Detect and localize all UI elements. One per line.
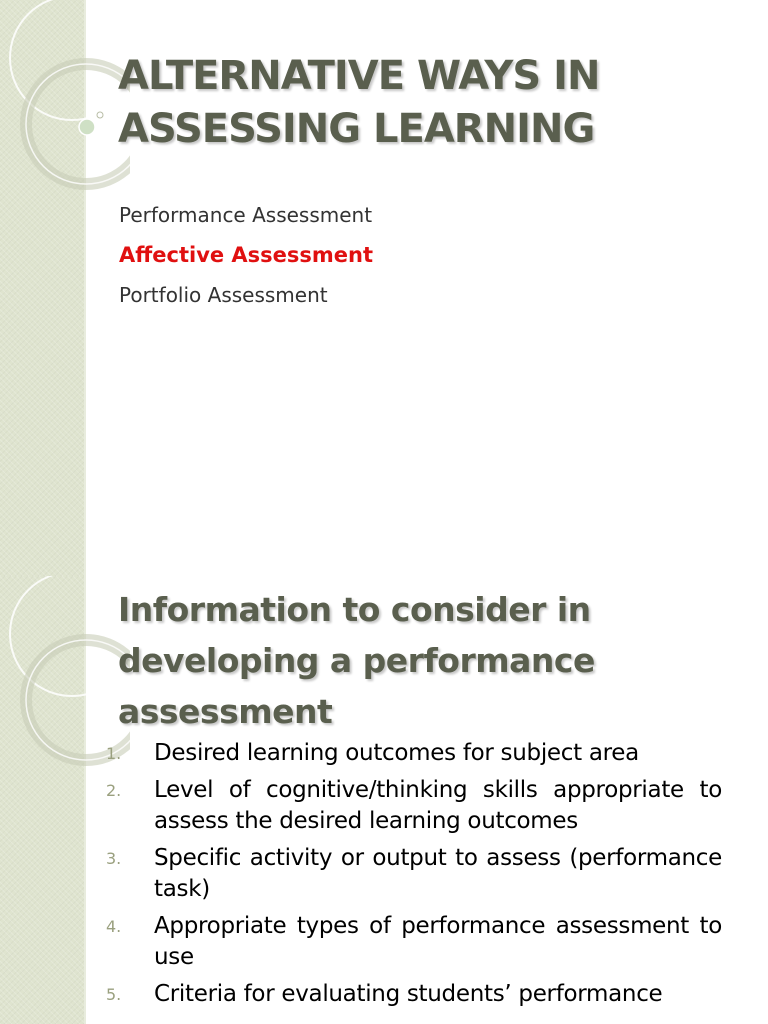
title-line: developing a performance xyxy=(118,641,595,680)
title-line: Information to consider in xyxy=(118,590,591,629)
list-text: Appropriate types of performance assessment to use xyxy=(154,913,722,970)
list-item xyxy=(106,775,722,837)
title-line: ASSESSING LEARNING xyxy=(118,106,595,152)
list-text: Level of cognitive/thinking skills appropriate to assess the desired learning outcomes xyxy=(154,777,722,834)
list-item xyxy=(106,843,722,905)
title-line: assessment xyxy=(118,692,333,731)
affective-assessment-item: Affective Assessment xyxy=(119,243,374,267)
slide-2-title xyxy=(118,584,738,737)
list-text: Specific activity or output to assess (performance task) xyxy=(154,845,722,902)
decorative-circles xyxy=(0,0,130,200)
list-item xyxy=(106,911,722,973)
list-number: 4. xyxy=(106,917,122,936)
list-text: Desired learning outcomes for subject area xyxy=(154,740,639,766)
list-number: 3. xyxy=(106,849,122,868)
list-item xyxy=(106,738,722,769)
performance-assessment-item: Performance Assessment xyxy=(119,203,373,227)
list-number: 2. xyxy=(106,781,122,800)
considerations-list xyxy=(106,738,722,1016)
list-number: 5. xyxy=(106,985,122,1004)
list-text: Criteria for evaluating students’ performance xyxy=(154,981,663,1007)
portfolio-assessment-item: Portfolio Assessment xyxy=(119,283,328,307)
list-item xyxy=(106,979,722,1010)
title-line: ALTERNATIVE WAYS IN xyxy=(118,53,600,99)
assessment-list xyxy=(119,195,373,315)
list-number: 1. xyxy=(106,744,122,763)
slide-1-title xyxy=(118,50,758,156)
